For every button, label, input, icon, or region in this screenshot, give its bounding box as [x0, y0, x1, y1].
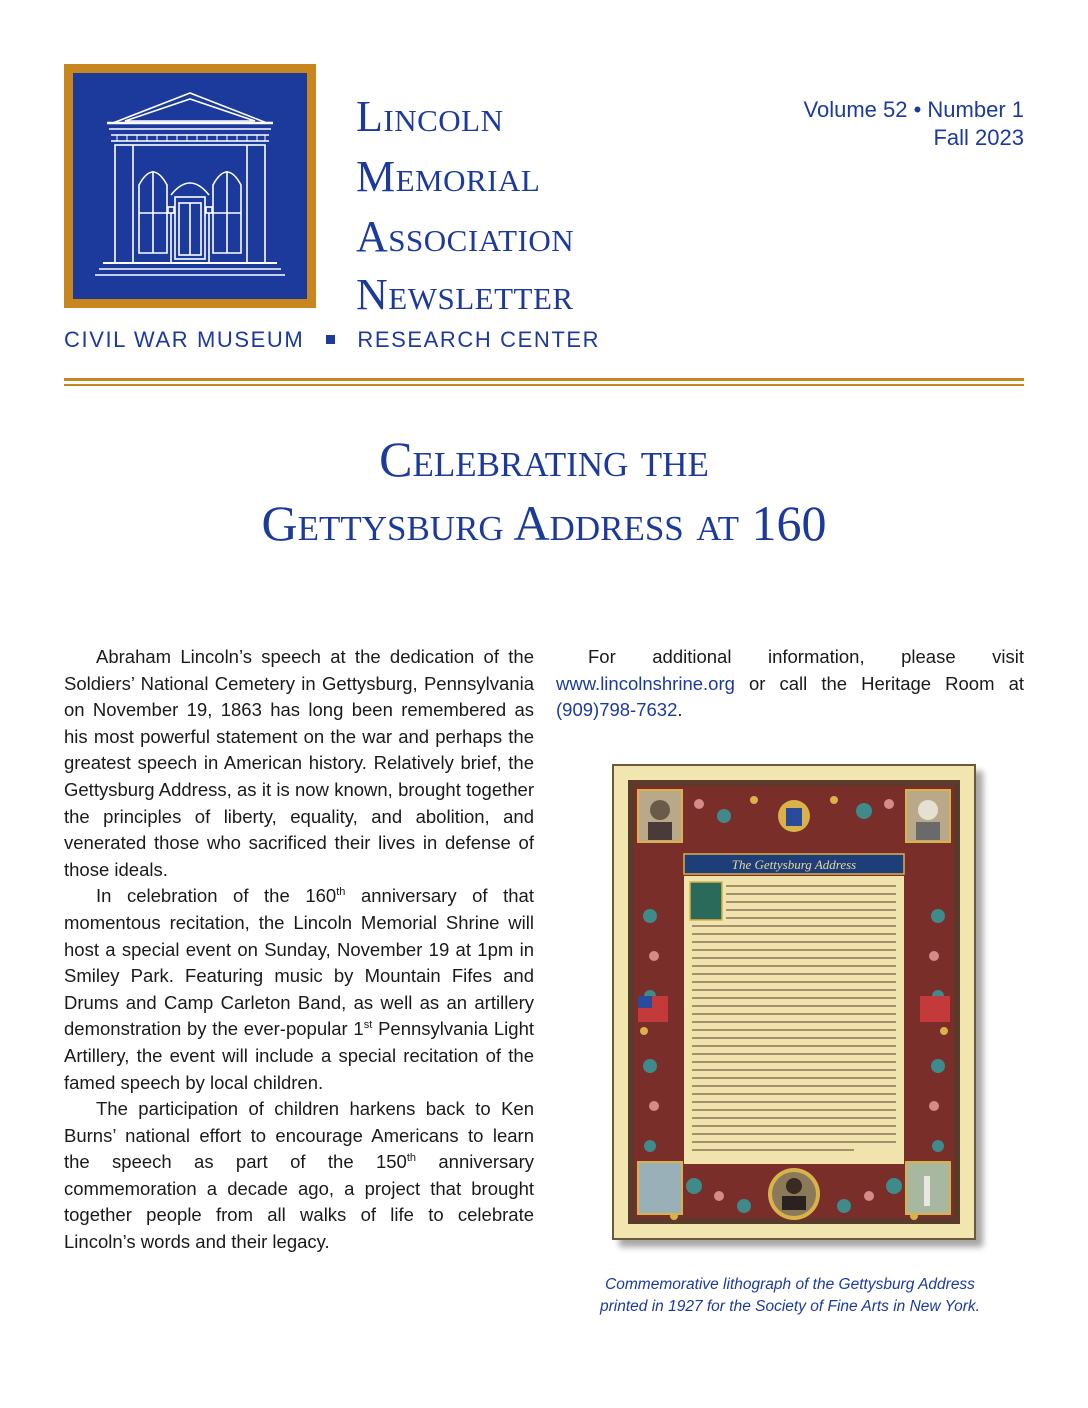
gettysburg-lithograph-image — [612, 764, 976, 1240]
article-paragraph-1: Abraham Lincoln’s speech at the dedication of the Soldiers’ National Cemetery in Gettysburg, Pennsylvania on November 19, 1863 has long been remembered as his most powerful statement on the war and perhaps the greatest speech in American history. Relatively brief, the Gettysburg Address, as it is now known, brought together the principles of liberty, equality, and abolition, and venerated those who sacrificed their lives in defense of those ideals. — [64, 646, 534, 880]
newsletter-title-line-4: Newsletter — [356, 270, 574, 319]
lithograph-banner: The Gettysburg Address — [731, 857, 857, 872]
volume-number: Volume 52 • Number 1 — [803, 97, 1024, 122]
contact-info — [556, 644, 1024, 724]
newsletter-title-line-3: Association — [356, 212, 575, 261]
subtitle-research: RESEARCH CENTER — [357, 327, 601, 352]
image-caption-line-1: Commemorative lithograph of the Gettysburg Address — [605, 1276, 975, 1293]
article-body — [64, 644, 534, 1256]
phone-link[interactable]: (909)798-7632 — [556, 699, 678, 721]
association-logo — [64, 64, 316, 308]
masthead-subtitle — [64, 326, 600, 354]
subtitle-museum: CIVIL WAR MUSEUM — [64, 327, 305, 352]
newsletter-title-line-1: Lincoln — [356, 92, 504, 141]
website-link[interactable]: www.lincolnshrine.org — [556, 672, 735, 694]
square-separator-icon — [326, 335, 335, 344]
newsletter-title-line-2: Memorial — [356, 152, 541, 201]
building-logo-icon — [73, 73, 307, 299]
contact-paragraph: For additional information, please visit www.lincolnshrine.org or call the Heritage Room at (909)798-7632. — [556, 646, 1024, 721]
masthead-divider — [64, 378, 1024, 381]
article-paragraph-3: The participation of children harkens back to Ken Burns’ national effort to encourage Americans to learn the speech as part of the 150th anniversary commemoration a decade ago, a project that brought together people from all walks of life to celebrate Lincoln’s words and their legacy. — [64, 1098, 534, 1253]
issue-season: Fall 2023 — [933, 125, 1024, 150]
article-headline-line-2: Gettysburg Address at 160 — [261, 495, 827, 551]
image-caption-line-2: printed in 1927 for the Society of Fine Arts in New York. — [600, 1298, 980, 1315]
illuminated-lithograph-icon — [614, 766, 974, 1238]
masthead-divider-secondary — [64, 384, 1024, 386]
article-headline-line-1: Celebrating the — [379, 431, 709, 487]
article-paragraph-2: In celebration of the 160th anniversary of that momentous recitation, the Lincoln Memorial Shrine will host a special event on Sunday, November 19 at 1pm in Smiley Park. Featuring music by Mountain Fifes and Drums and Camp Carleton Band, as well as an artillery demonstration by the ever-popular 1st Pennsylvania Light Artillery, the event will include a special recitation of the famed speech by local children. — [64, 885, 534, 1093]
